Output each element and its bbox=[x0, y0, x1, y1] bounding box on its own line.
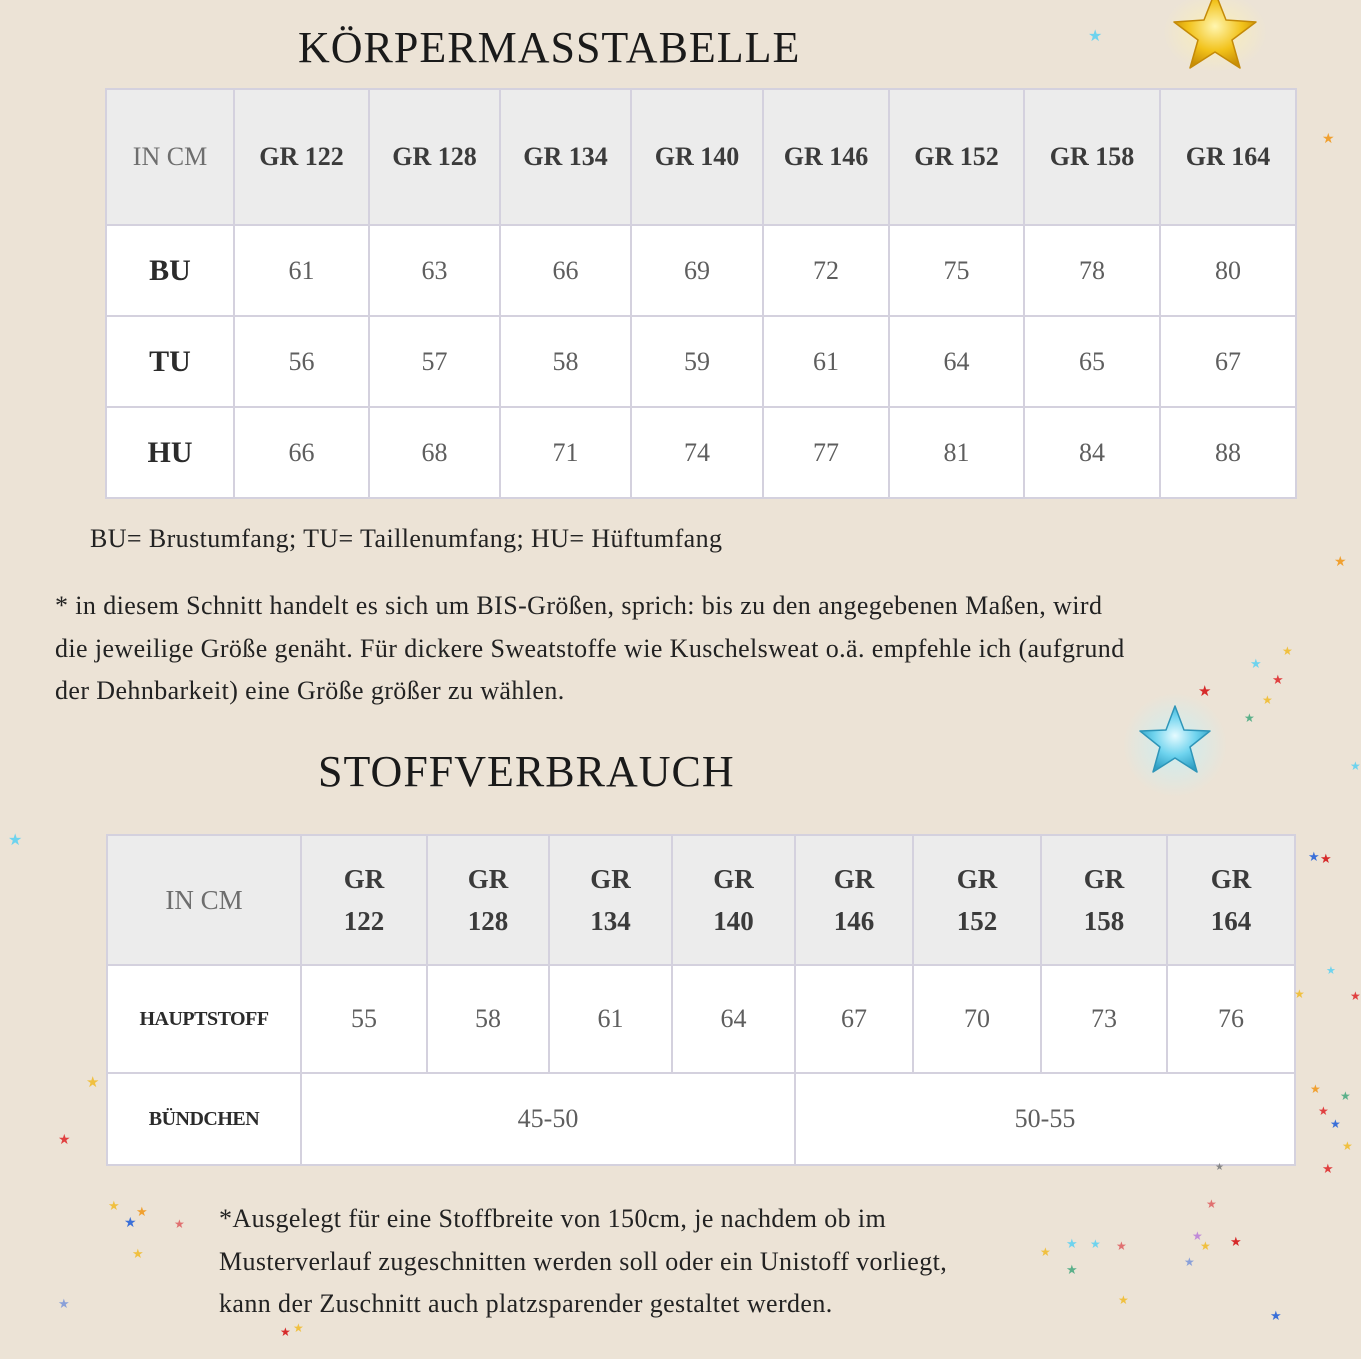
table-row-chest bbox=[106, 225, 1296, 316]
confetti-star-icon: ★ bbox=[1350, 759, 1361, 773]
size-header bbox=[795, 835, 913, 965]
size-number: 122 bbox=[343, 906, 385, 936]
confetti-star-icon: ★ bbox=[1118, 1293, 1129, 1307]
size-header: GR 152 bbox=[889, 89, 1024, 225]
confetti-star-icon: ★ bbox=[1215, 1162, 1224, 1173]
confetti-star-icon: ★ bbox=[1340, 1089, 1351, 1103]
size-prefix: GR bbox=[956, 864, 998, 894]
row-label: BÜNDCHEN bbox=[107, 1073, 301, 1165]
table-cell: 75 bbox=[889, 225, 1024, 316]
size-header bbox=[427, 835, 549, 965]
confetti-star-icon: ★ bbox=[1066, 1263, 1078, 1278]
row-label: TU bbox=[106, 316, 234, 407]
confetti-star-icon: ★ bbox=[1330, 1117, 1341, 1131]
confetti-star-icon: ★ bbox=[1206, 1197, 1217, 1211]
table-cell: 72 bbox=[763, 225, 889, 316]
table-cell: 57 bbox=[369, 316, 500, 407]
body-measurements-table bbox=[105, 88, 1297, 499]
table-row-cuffs bbox=[107, 1073, 1295, 1165]
confetti-star-icon: ★ bbox=[124, 1215, 137, 1231]
size-header: GR 146 bbox=[763, 89, 889, 225]
confetti-star-icon: ★ bbox=[1318, 1104, 1329, 1118]
size-prefix: GR bbox=[590, 864, 631, 894]
confetti-star-icon: ★ bbox=[1230, 1235, 1242, 1250]
table-cell: 67 bbox=[1160, 316, 1296, 407]
confetti-star-icon: ★ bbox=[1342, 1139, 1353, 1153]
table-row-main-fabric bbox=[107, 965, 1295, 1073]
size-number: 128 bbox=[467, 906, 509, 936]
size-prefix: GR bbox=[467, 864, 509, 894]
table-cell: 64 bbox=[889, 316, 1024, 407]
confetti-star-icon: ★ bbox=[1040, 1245, 1051, 1259]
size-prefix: GR bbox=[343, 864, 385, 894]
table-cell: 67 bbox=[795, 965, 913, 1073]
confetti-star-icon: ★ bbox=[1088, 26, 1103, 45]
row-label: BU bbox=[106, 225, 234, 316]
table-cell: 66 bbox=[234, 407, 369, 498]
note-line: der Dehnbarkeit) eine Größe größer zu wählen. bbox=[55, 676, 565, 705]
abbreviation-legend: BU= Brustumfang; TU= Taillenumfang; HU= Hüftumfang bbox=[90, 524, 723, 553]
size-number: 158 bbox=[1083, 906, 1125, 936]
blue-star-icon bbox=[1120, 690, 1230, 800]
confetti-star-icon: ★ bbox=[1198, 682, 1212, 700]
size-number: 134 bbox=[590, 906, 631, 936]
confetti-star-icon: ★ bbox=[1308, 850, 1320, 865]
confetti-star-icon: ★ bbox=[1262, 693, 1273, 707]
table-cell: 63 bbox=[369, 225, 500, 316]
fabric-usage-title: STOFFVERBRAUCH bbox=[318, 747, 735, 796]
table-cell: 88 bbox=[1160, 407, 1296, 498]
confetti-star-icon: ★ bbox=[174, 1217, 185, 1231]
size-header bbox=[1041, 835, 1167, 965]
size-note bbox=[55, 585, 1270, 713]
size-header bbox=[1167, 835, 1295, 965]
size-header: GR 122 bbox=[234, 89, 369, 225]
size-header: GR 134 bbox=[500, 89, 631, 225]
confetti-star-icon: ★ bbox=[58, 1297, 70, 1312]
confetti-star-icon: ★ bbox=[1320, 852, 1332, 867]
confetti-star-icon: ★ bbox=[280, 1325, 291, 1339]
table-cell: 81 bbox=[889, 407, 1024, 498]
confetti-star-icon: ★ bbox=[1310, 1082, 1321, 1096]
confetti-star-icon: ★ bbox=[1250, 657, 1262, 672]
size-header: GR 164 bbox=[1160, 89, 1296, 225]
size-header: GR 140 bbox=[631, 89, 763, 225]
table-cell: 77 bbox=[763, 407, 889, 498]
confetti-star-icon: ★ bbox=[136, 1205, 148, 1220]
size-prefix: GR bbox=[833, 864, 875, 894]
confetti-star-icon: ★ bbox=[1090, 1237, 1101, 1251]
confetti-star-icon: ★ bbox=[58, 1132, 71, 1148]
table-cell: 50-55 bbox=[795, 1073, 1295, 1165]
size-prefix: GR bbox=[1083, 864, 1125, 894]
size-prefix: GR bbox=[713, 864, 754, 894]
size-number: 140 bbox=[713, 906, 754, 936]
confetti-star-icon: ★ bbox=[1350, 989, 1361, 1003]
confetti-star-icon: ★ bbox=[1244, 711, 1255, 725]
table-cell: 45-50 bbox=[301, 1073, 795, 1165]
table-cell: 58 bbox=[500, 316, 631, 407]
size-number: 164 bbox=[1210, 906, 1252, 936]
note-line: Musterverlauf zugeschnitten werden soll oder ein Unistoff vorliegt, bbox=[219, 1246, 948, 1276]
table-cell: 78 bbox=[1024, 225, 1160, 316]
body-measurements-title: KÖRPERMASSTABELLE bbox=[298, 23, 801, 72]
row-label: HAUPTSTOFF bbox=[107, 965, 301, 1073]
size-header bbox=[549, 835, 672, 965]
confetti-star-icon: ★ bbox=[1334, 554, 1347, 570]
confetti-star-icon: ★ bbox=[132, 1247, 144, 1262]
unit-header: IN CM bbox=[106, 89, 234, 225]
fabric-usage-table bbox=[106, 834, 1296, 1166]
confetti-star-icon: ★ bbox=[1192, 1229, 1203, 1243]
table-cell: 80 bbox=[1160, 225, 1296, 316]
gold-star-icon bbox=[1160, 0, 1270, 80]
note-line: *Ausgelegt für eine Stoffbreite von 150cm, je nachdem ob im bbox=[219, 1204, 887, 1233]
confetti-star-icon: ★ bbox=[1294, 987, 1305, 1001]
table-cell: 71 bbox=[500, 407, 631, 498]
confetti-star-icon: ★ bbox=[1270, 1309, 1282, 1324]
size-header bbox=[672, 835, 795, 965]
confetti-star-icon: ★ bbox=[86, 1073, 100, 1091]
table-cell: 84 bbox=[1024, 407, 1160, 498]
table-cell: 55 bbox=[301, 965, 427, 1073]
confetti-star-icon: ★ bbox=[1116, 1239, 1127, 1253]
note-line: kann der Zuschnitt auch platzsparender gestaltet werden. bbox=[219, 1289, 833, 1318]
confetti-star-icon: ★ bbox=[1282, 644, 1293, 658]
unit-header: IN CM bbox=[107, 835, 301, 965]
size-header bbox=[301, 835, 427, 965]
confetti-star-icon: ★ bbox=[1322, 1162, 1334, 1177]
size-number: 146 bbox=[833, 906, 875, 936]
table-cell: 59 bbox=[631, 316, 763, 407]
confetti-star-icon: ★ bbox=[1200, 1239, 1211, 1253]
size-header: GR 158 bbox=[1024, 89, 1160, 225]
row-label: HU bbox=[106, 407, 234, 498]
table-header-row bbox=[106, 89, 1296, 225]
size-header bbox=[913, 835, 1041, 965]
table-cell: 73 bbox=[1041, 965, 1167, 1073]
table-cell: 70 bbox=[913, 965, 1041, 1073]
table-cell: 61 bbox=[234, 225, 369, 316]
note-line: * in diesem Schnitt handelt es sich um BIS-Größen, sprich: bis zu den angegebenen Maßen, wird bbox=[55, 591, 1103, 620]
confetti-star-icon: ★ bbox=[1326, 964, 1336, 977]
table-cell: 61 bbox=[763, 316, 889, 407]
table-cell: 64 bbox=[672, 965, 795, 1073]
table-header-row bbox=[107, 835, 1295, 965]
table-cell: 68 bbox=[369, 407, 500, 498]
table-cell: 61 bbox=[549, 965, 672, 1073]
size-number: 152 bbox=[956, 906, 998, 936]
table-row-waist bbox=[106, 316, 1296, 407]
table-cell: 65 bbox=[1024, 316, 1160, 407]
confetti-star-icon: ★ bbox=[1066, 1237, 1078, 1252]
table-cell: 58 bbox=[427, 965, 549, 1073]
confetti-star-icon: ★ bbox=[1184, 1255, 1195, 1269]
confetti-star-icon: ★ bbox=[1322, 131, 1335, 147]
table-cell: 76 bbox=[1167, 965, 1295, 1073]
confetti-star-icon: ★ bbox=[293, 1321, 304, 1335]
table-row-hip bbox=[106, 407, 1296, 498]
size-prefix: GR bbox=[1210, 864, 1252, 894]
table-cell: 74 bbox=[631, 407, 763, 498]
confetti-star-icon: ★ bbox=[108, 1199, 120, 1214]
table-cell: 69 bbox=[631, 225, 763, 316]
fabric-width-note bbox=[219, 1198, 1079, 1326]
note-line: die jeweilige Größe genäht. Für dickere Sweatstoffe wie Kuschelsweat o.ä. empfehle ich (aufgrund bbox=[55, 633, 1125, 663]
table-cell: 66 bbox=[500, 225, 631, 316]
confetti-star-icon: ★ bbox=[8, 830, 23, 849]
size-header: GR 128 bbox=[369, 89, 500, 225]
table-cell: 56 bbox=[234, 316, 369, 407]
confetti-star-icon: ★ bbox=[1272, 673, 1284, 688]
